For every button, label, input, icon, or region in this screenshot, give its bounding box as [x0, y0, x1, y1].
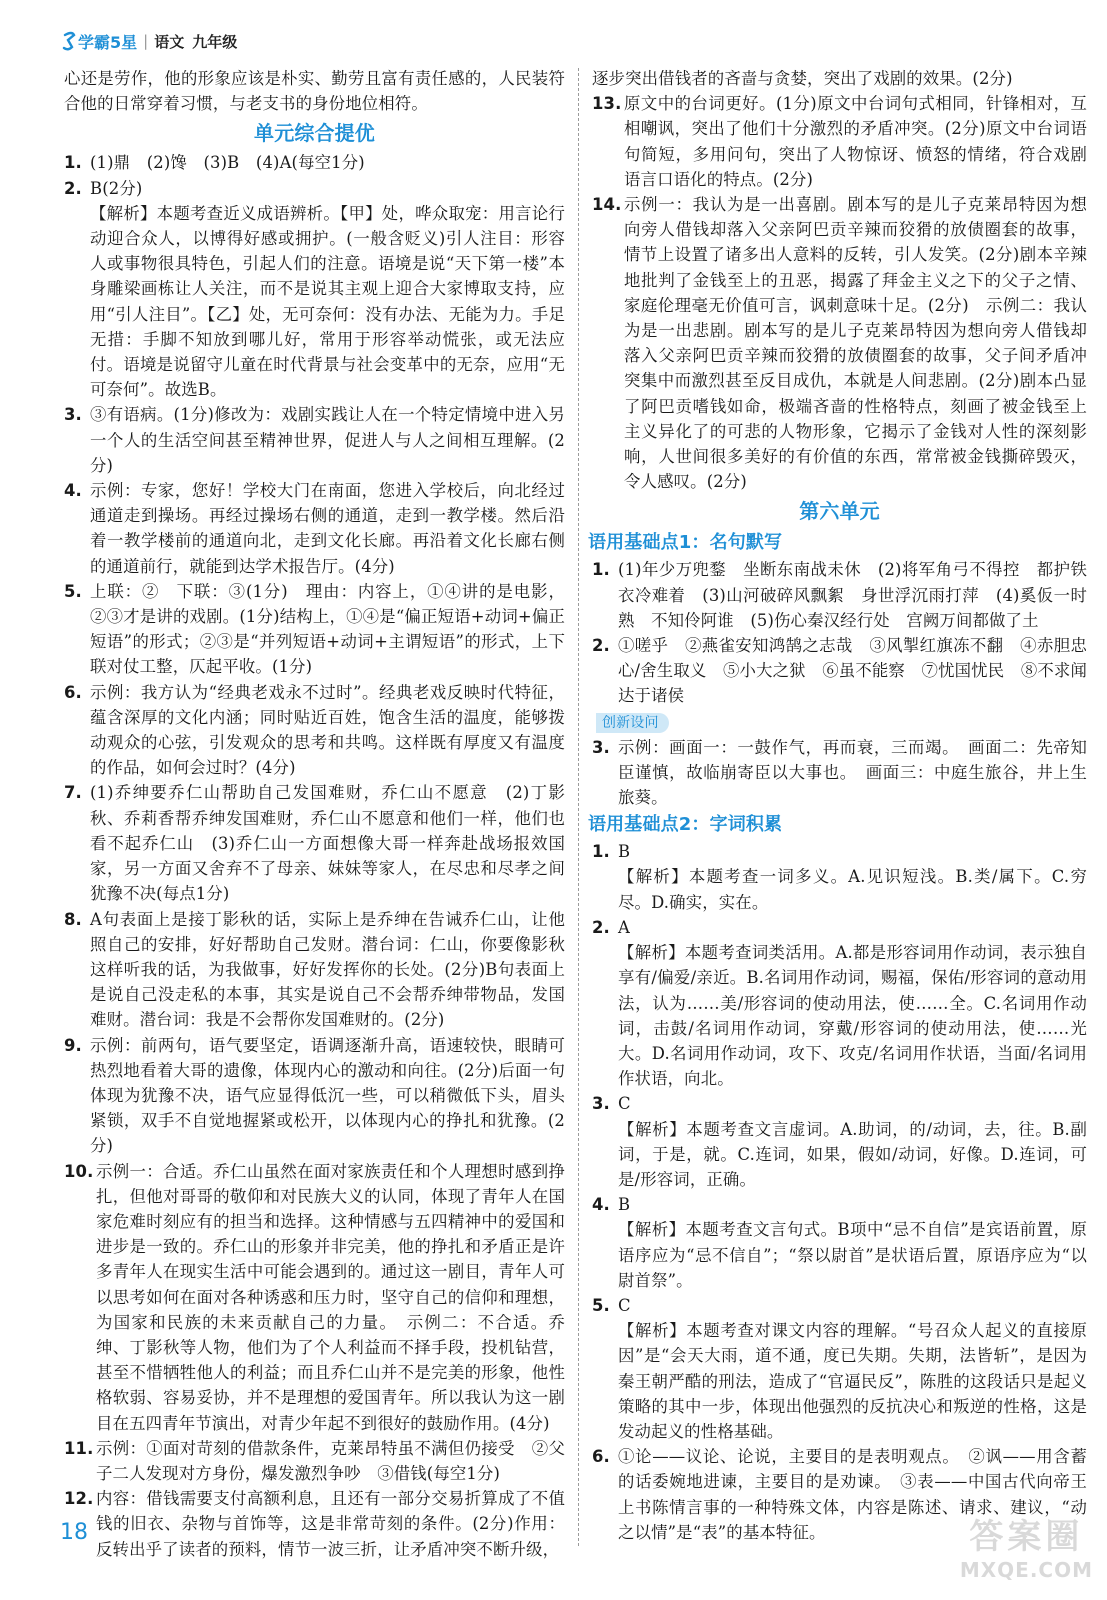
- answer-number: 14.: [592, 195, 622, 215]
- answer-number: 5.: [592, 1295, 610, 1315]
- answer-text: 示例：我方认为“经典老戏永不过时”。经典老戏反映时代特征，蕴含深厚的文化内涵；同时贴近百姓，饱含生活的温度，能够拨动观众的心弦，引发观众的思考和共鸣。这样既有厚度又有温度的作品，如何会过时？(4分): [90, 682, 565, 778]
- answer-text: C 【解析】本题考查文言虚词。A.助词，的/动词，去，往。B.副词，于是，就。C.连词，如果，假如/动词，好像。D.连词，可是/形容词，正确。: [618, 1094, 1087, 1189]
- answer-number: 12.: [64, 1489, 94, 1509]
- answer-text: 内容：借钱需要支付高额利息，且还有一部分交易折算成了不值钱的旧衣、杂物与首饰等，这是非常苛刻的条件。(2分)作用：反转出乎了读者的预料，情节一波三折，让矛盾冲突不断升级，: [96, 1489, 565, 1559]
- answer-number: 6.: [64, 682, 82, 702]
- answer-text: 示例：专家，您好！学校大门在南面，您进入学校后，向北经过通道走到操场。再经过操场右侧的通道，走到一教学楼。然后沿着一教学楼前的通道向北，走到文化长廊。再沿着文化长廊右侧的通道前行，就能到达学术报告厅。(4分): [90, 481, 565, 576]
- innovation-question-tag: 创新设问: [596, 713, 669, 733]
- answer-number: 5.: [64, 581, 82, 601]
- answer-item: [64, 1486, 565, 1562]
- watermark-line2: MXQE.COM: [959, 1558, 1093, 1582]
- answer-number: 6.: [592, 1447, 610, 1467]
- answer-number: 7.: [64, 783, 82, 803]
- answer-number: 4.: [64, 481, 82, 501]
- page-header: [62, 28, 237, 54]
- answer-item: [592, 192, 1087, 494]
- watermark-line1: 答案圈: [969, 1517, 1084, 1557]
- answer-text: A 【解析】本题考查词类活用。A.都是形容词用作动词，表示独自享有/偏爱/亲近。B.名词用作动词，赐福，保佑/形容词的意动用法，认为……美/形容词的使动用法，使……全。C.名词用作动词，击鼓/名词用作动词，穿戴/形容词的使动用法，使……光大。D.名词用作动词，攻下、攻克/名词用作状语，当面/名词用作状语，向北。: [618, 917, 1087, 1089]
- answer-item: [64, 478, 565, 579]
- answer-item: [64, 1033, 565, 1159]
- answer-item: [592, 1293, 1087, 1444]
- answer-number: 2.: [592, 917, 610, 937]
- answer-text: ③有语病。(1分)修改为：戏剧实践让人在一个特定情境中进入另一个人的生活空间甚至精神世界，促进人与人之间相互理解。(2分): [90, 405, 565, 475]
- left-intro-text: 心还是劳作，他的形象应该是朴实、勤劳且富有责任感的，人民装符合他的日常穿着习惯，与老支书的身份地位相符。: [64, 69, 565, 114]
- section-title-unit-review: 单元综合提优: [254, 121, 375, 146]
- answer-number: 9.: [64, 1035, 82, 1055]
- answer-text: (1)鼎 (2)馋 (3)B (4)A(每空1分): [90, 153, 365, 173]
- right-column: [588, 66, 1087, 1545]
- answer-text: B 【解析】本题考查文言句式。B项中“忌不自信”是宾语前置，原语序应为“忌不信自”；“祭以尉首”是状语后置，原语序应为“以尉首祭”。: [618, 1195, 1087, 1290]
- answer-item: [64, 150, 565, 175]
- answer-text: 示例：①面对苛刻的借款条件，克莱昂特虽不满但仍接受 ②父子二人发现对方身份，爆发激烈争吵 ③借钱(每空1分): [96, 1438, 565, 1483]
- page-number: 18: [60, 1520, 88, 1545]
- vocabulary-answer-list: [592, 839, 1087, 1545]
- answer-item: [64, 1159, 565, 1436]
- answer-number: 11.: [64, 1438, 94, 1458]
- famous-lines-answer-list: [592, 557, 1087, 708]
- answer-text: 上联：② 下联：③(1分) 理由：内容上，①④讲的是电影，②③才是讲的戏剧。(1分)结构上，①④是“偏正短语+动词+偏正短语”的形式；②③是“并列短语+动词+主谓短语”的形式，上下联对仗工整，仄起平收。(1分): [90, 581, 565, 677]
- answer-text: 示例：前两句，语气要坚定，语调逐渐升高，语速较快，眼睛可热烈地看着大哥的遗像，体现内心的激动和向往。(2分)后面一句体现为犹豫不决，语气应显得低沉一些，可以稍微低下头，眉头紧锁，双手不自觉地握紧或松开，以体现内心的挣扎和犹豫。(2分): [90, 1035, 565, 1156]
- answer-text: (1)乔绅要乔仁山帮助自己发国难财，乔仁山不愿意 (2)丁影秋、乔莉香帮乔绅发国难财，乔仁山不愿意和他们一样，他们也看不起乔仁山 (3)乔仁山一方面想像大哥一样奔赴战场报效国家，另一方面又舍弃不了母亲、妹妹等家人，在尽忠和尽孝之间犹豫不决(每点1分): [90, 783, 565, 904]
- answer-text: 示例：画面一：一鼓作气，再而衰，三而竭。 画面二：先帝知臣谨慎，故临崩寄臣以大事也。 画面三：中庭生旅谷，井上生旅葵。: [618, 737, 1087, 808]
- answer-item: [592, 839, 1087, 915]
- brand-name: 学霸5星: [78, 32, 138, 52]
- answer-text: B 【解析】本题考查一词多义。A.见识短浅。B.类/属下。C.穷尽。D.确实，实在。: [618, 842, 1087, 912]
- header-separator: |: [143, 32, 149, 50]
- answer-item: [64, 579, 565, 680]
- answer-number: 10.: [64, 1161, 94, 1181]
- answer-number: 3.: [592, 1094, 610, 1114]
- section-title-vocabulary: 语用基础点2：字词积累: [588, 814, 783, 836]
- left-column: [64, 66, 565, 1562]
- answer-number: 3.: [64, 405, 82, 425]
- answer-item: [592, 1192, 1087, 1293]
- answer-item: [592, 633, 1087, 709]
- answer-item: [64, 1436, 565, 1486]
- answer-number: 8.: [64, 909, 82, 929]
- grade-label: 九年级: [192, 32, 238, 51]
- answer-item: [64, 176, 565, 403]
- answer-item: [592, 557, 1087, 633]
- answer-item: [64, 907, 565, 1033]
- answer-text: 示例一：合适。乔仁山虽然在面对家族责任和个人理想时感到挣扎，但他对哥哥的敬仰和对民族大义的认同，体现了青年人在国家危难时刻应有的担当和选择。这种情感与五四精神中的爱国和进步是一致的。乔仁山的形象并非完美，他的挣扎和矛盾正是许多青年人在现实生活中可能会遇到的。通过这一剧目，青年人可以思考如何在面对各种诱惑和压力时，坚守自己的信仰和理想，为国家和民族的未来贡献自己的力量。 示例二：不合适。乔绅、丁影秋等人物，他们为了个人利益而不择手段，投机钻营，甚至不惜牺牲他人的利益；而且乔仁山并不是完美的形象，他性格软弱、容易妥协，并不是理想的爱国青年。所以我认为这一剧目在五四青年节演出，对青少年起不到很好的鼓励作用。(4分): [96, 1161, 565, 1433]
- answer-item: [592, 91, 1087, 192]
- brand-logo: [62, 30, 137, 53]
- right-answer-list: [592, 91, 1087, 494]
- answer-item: [592, 735, 1087, 811]
- left-answer-list: [64, 150, 565, 1561]
- answer-number: 1.: [64, 153, 82, 173]
- site-watermark: [960, 1509, 1093, 1582]
- answer-text: B(2分) 【解析】本题考查近义成语辨析。【甲】处，哗众取宠：用言论行动迎合众人，以博得好感或拥护。(一般含贬义)引人注目：形容人或事物很具特色，引起人们的注意。语境是说“天下第一楼”本身雕梁画栋让人关注，而不是说其主观上迎合大家博取支持，应用“引人注目”。【乙】处，无可奈何：没有办法、无能为力。手足无措：手脚不知放到哪儿好，常用于形容举动慌张，或无法应付。语境是说留守儿童在时代背景与社会变革中的无奈，应用“无可奈何”。故选B。: [90, 178, 565, 400]
- answer-number: 4.: [592, 1195, 610, 1215]
- answer-text: ①论——议论、论说，主要目的是表明观点。 ②讽——用含蓄的话委婉地进谏，主要目的是劝谏。 ③表——中国古代向帝王上书陈情言事的一种特殊文体，内容是陈述、请求、建议，“动之以情”是“表”的基本特征。: [618, 1447, 1087, 1542]
- answer-item: [592, 1091, 1087, 1192]
- column-divider: [578, 68, 579, 1546]
- section-title-famous-lines: 语用基础点1：名句默写: [588, 532, 783, 554]
- answer-number: 2.: [64, 178, 82, 198]
- answer-number: 13.: [592, 94, 622, 114]
- answer-number: 2.: [592, 636, 610, 656]
- answer-item: [64, 680, 565, 781]
- answer-item: [64, 780, 565, 906]
- subject-label: 语文: [154, 32, 185, 51]
- answer-number: 3.: [592, 737, 610, 757]
- answer-text: A句表面上是接丁影秋的话，实际上是乔绅在告诫乔仁山，让他照自己的安排，好好帮助自己发财。潜台词：仁山，你要像影秋这样听我的话，为我做事，好好发挥你的长处。(2分)B句表面上是说自己没走私的本事，其实是说自己不会帮乔绅带物品，发国难财。潜台词：我是不会帮你发国难财的。(2分): [90, 909, 565, 1030]
- answer-text: (1)年少万兜鍪 坐断东南战未休 (2)将军角弓不得控 都护铁衣冷难着 (3)山河破碎风飘絮 身世浮沉雨打萍 (4)奚仮一时熟 不知伶阿谁 (5)伤心秦汉经行处 宫阙万间都做了土: [618, 560, 1087, 630]
- answer-item: [592, 915, 1087, 1091]
- answer-text: ①嗟乎 ②燕雀安知鸿鹄之志哉 ③风掣红旗冻不翻 ④赤胆忠心/舍生取义 ⑤小大之狱 ⑥虽不能察 ⑦忧国忧民 ⑧不求闻达于诸侯: [618, 636, 1087, 706]
- unit-six-title: 第六单元: [799, 499, 880, 524]
- answer-text: C 【解析】本题考查对课文内容的理解。“号召众人起义的直接原因”是“会天大雨，道不通，度已失期。失期，法皆斩”，是因为秦王朝严酷的刑法，造成了“官逼民反”，陈胜的这段话只是起义策略的其中一步，体现出他强烈的反抗决心和叛逆的性格，这是发动起义的性格基础。: [618, 1295, 1087, 1441]
- right-continuation-text: 逐步突出借钱者的吝啬与贪婪，突出了戏剧的效果。(2分): [592, 69, 1013, 88]
- answer-item: [64, 402, 565, 478]
- answer-number: 1.: [592, 560, 610, 580]
- answer-text: 原文中的台词更好。(1分)原文中台词句式相同，针锋相对，互相嘲讽，突出了他们十分激烈的矛盾冲突。(2分)原文中台词语句简短，多用问句，突出了人物惊讶、愤怒的情绪，符合戏剧语言口语化的特点。(2分): [624, 94, 1087, 189]
- brand-logo-icon: [62, 31, 76, 51]
- answer-number: 1.: [592, 842, 610, 862]
- answer-text: 示例一：我认为是一出喜剧。剧本写的是儿子克莱昂特因为想向旁人借钱却落入父亲阿巴贡辛辣而狡猾的放债圈套的故事，情节上设置了诸多出人意料的反转，引人发笑。(2分)剧本辛辣地批判了金钱至上的丑恶，揭露了拜金主义之下的父子之情、家庭伦理毫无价值可言，讽刺意味十足。(2分) 示例二：我认为是一出悲剧。剧本写的是儿子克莱昂特因为想向旁人借钱却落入父亲阿巴贡辛辣而狡猾的放债圈套的故事，父子间矛盾冲突集中而激烈甚至反目成仇，本就是人间悲剧。(2分)剧本凸显了阿巴贡嗜钱如命，极端吝啬的性格特点，刻画了被金钱至上主义异化了的可悲的人物形象，它揭示了金钱对人性的深刻影响，人世间很多美好的有价值的东西，常常被金钱撕碎毁灭，令人感叹。(2分): [624, 195, 1087, 492]
